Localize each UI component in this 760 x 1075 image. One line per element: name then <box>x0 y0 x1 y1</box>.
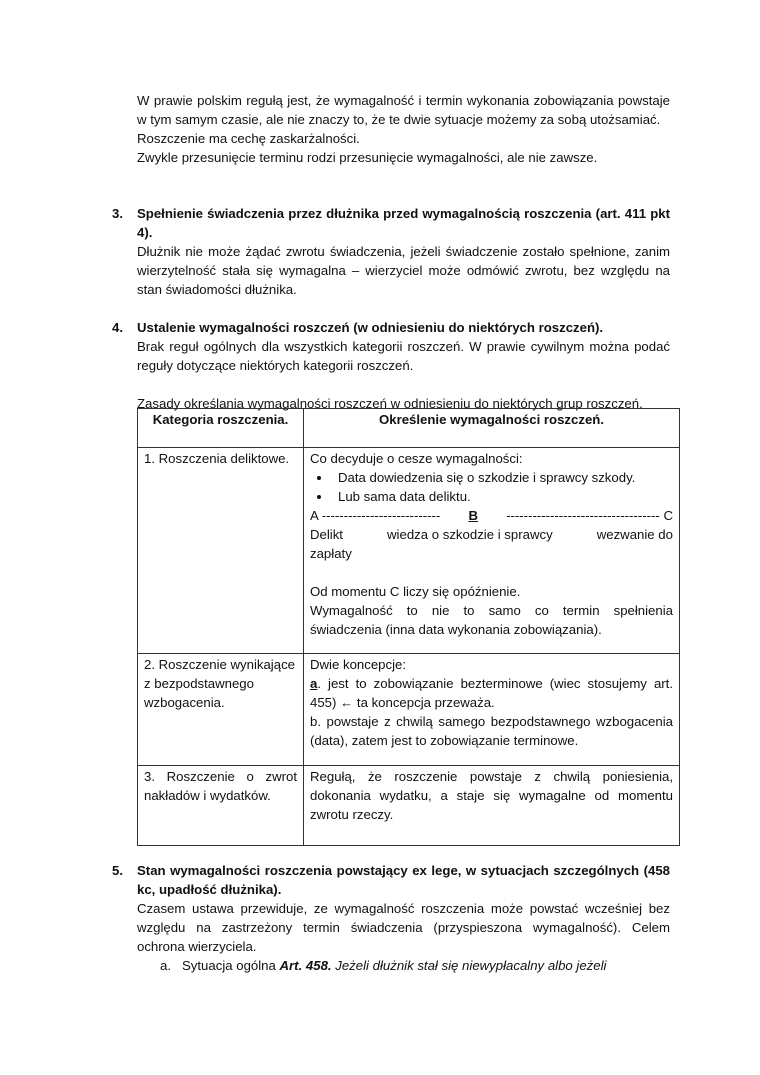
section-number: 5. <box>112 863 123 878</box>
section-4 <box>112 318 670 413</box>
section-heading: Stan wymagalności roszczenia powstający ex lege, w sytuacjach szczególnych (458 kc, upadłość dłużnika). <box>137 863 670 897</box>
section-heading: Spełnienie świadczenia przez dłużnika przed wymagalnością roszczenia (art. 411 pkt 4). <box>137 206 670 240</box>
claims-table <box>137 408 680 846</box>
timeline-labels <box>310 525 673 544</box>
section-body: Dłużnik nie może żądać zwrotu świadczenia, jeżeli świadczenie zostało spełnione, zanim wierzytelność stała się wymagalna – wierzyciel może odmówić zwrotu, bez względu na stan świadomości dłużnika. <box>137 244 670 297</box>
section-heading: Ustalenie wymagalności roszczeń (w odniesieniu do niektórych roszczeń). <box>137 320 604 335</box>
text: Sytuacja ogólna <box>182 958 276 973</box>
text: A --------------------------- <box>310 508 441 523</box>
sub-marker: a. <box>160 958 171 973</box>
sub-item <box>137 956 670 975</box>
section-3 <box>112 204 670 299</box>
text: zapłaty <box>310 546 352 561</box>
marker: a <box>310 676 318 691</box>
timeline <box>310 506 673 525</box>
article-ref: Art. 458. <box>279 958 332 973</box>
intro-paragraph <box>137 91 670 167</box>
article-text: Jeżeli dłużnik stał się niewypłacalny albo jeżeli <box>335 958 607 973</box>
section-number: 3. <box>112 206 123 221</box>
text-line: Co decyduje o cesze wymagalności: <box>310 451 523 466</box>
text-line: W prawie polskim regułą jest, że wymagalność i termin wykonania zobowiązania powstaje w tym samym czasie, ale nie znaczy to, że te dwie sytuacje możemy za sobą utożsamiać. <box>137 93 670 127</box>
section-number: 4. <box>112 320 123 335</box>
concept-a <box>310 674 673 712</box>
table-cell <box>304 448 680 654</box>
table-cell <box>304 654 680 766</box>
table-row <box>138 766 680 846</box>
text-line: Zwykle przesunięcie terminu rodzi przesunięcie wymagalności, ale nie zawsze. <box>137 150 598 165</box>
table-caption: Zasady określania wymagalności roszczeń w odniesieniu do niektórych grup roszczeń. <box>137 396 643 411</box>
text: Delikt <box>310 527 343 542</box>
table-header: Określenie wymagalności roszczeń. <box>304 409 680 448</box>
table-cell: 3. Roszczenie o zwrot nakładów i wydatków. <box>138 766 304 846</box>
section-body: Brak reguł ogólnych dla wszystkich kategorii roszczeń. W prawie cywilnym można podać reguły dotyczące niektórych kategorii roszczeń. <box>137 339 670 373</box>
text: wezwanie do <box>596 527 673 542</box>
text: Dwie koncepcje: <box>310 657 407 672</box>
list-item: • Data dowiedzenia się o szkodzie i sprawcy szkody. <box>332 468 673 487</box>
text: ----------------------------------- C <box>506 508 673 523</box>
table-cell: Regułą, że roszczenie powstaje z chwilą poniesienia, dokonania wydatku, a staje się wymagalne od momentu zwrotu rzeczy. <box>304 766 680 846</box>
section-body: Czasem ustawa przewiduje, ze wymagalność roszczenia może powstać wcześniej bez względu na zastrzeżony termin świadczenia (przyspieszona wymagalność). Celem ochrona wierzyciela. <box>137 901 670 954</box>
text: B <box>468 508 478 523</box>
text: Wymagalność to nie to samo co termin spełnienia świadczenia (inna data wykonania zobowiązania). <box>310 603 673 637</box>
table-row <box>138 448 680 654</box>
section-5 <box>112 861 670 975</box>
table-header: Kategoria roszczenia. <box>138 409 304 448</box>
text: . jest to zobowiązanie bezterminowe (wiec stosujemy art. 455) ← ta koncepcja przeważa. <box>310 676 673 710</box>
list-item: • Lub sama data deliktu. <box>332 487 673 506</box>
text: wiedza o szkodzie i sprawcy <box>387 527 553 542</box>
table-row <box>138 654 680 766</box>
table-cell: 2. Roszczenie wynikające z bezpodstawnego wzbogacenia. <box>138 654 304 766</box>
table-cell: 1. Roszczenia deliktowe. <box>138 448 304 654</box>
text: Od momentu C liczy się opóźnienie. <box>310 584 521 599</box>
concept-b: b. powstaje z chwilą samego bezpodstawnego wzbogacenia (data), zatem jest to zobowiązanie terminowe. <box>310 714 673 748</box>
text-line: Roszczenie ma cechę zaskarżalności. <box>137 131 360 146</box>
